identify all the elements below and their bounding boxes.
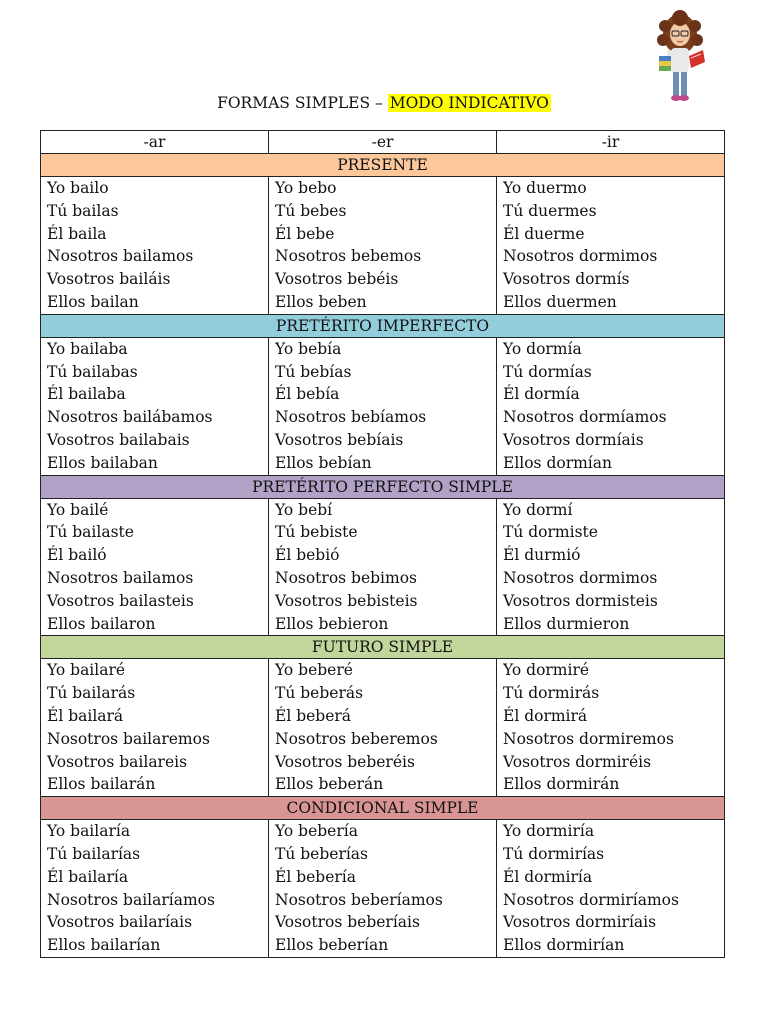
forms-cell-ar: [41, 337, 269, 475]
verb-form: Yo bebía: [275, 339, 342, 358]
verb-form: Yo beberé: [275, 661, 353, 680]
verb-form: Vosotros bebisteis: [275, 591, 418, 610]
column-header-er: -er: [269, 131, 497, 154]
verb-form: Ellos bebían: [275, 453, 372, 472]
title-highlight: MODO INDICATIVO: [389, 94, 549, 112]
verb-form: Ellos bailarían: [47, 936, 161, 955]
verb-form: Tú beberías: [275, 844, 368, 863]
forms-cell-ir: [497, 498, 725, 636]
verb-form: Ellos dormirán: [503, 775, 620, 794]
forms-row: [41, 820, 725, 958]
verb-form: Yo bailaría: [47, 822, 131, 841]
verb-form: Vosotros dormiréis: [503, 752, 652, 771]
verb-form: Tú bailarías: [47, 844, 141, 863]
verb-form: Tú dormías: [503, 362, 592, 381]
forms-cell-ir: [497, 659, 725, 797]
verb-form: Nosotros dormiremos: [503, 729, 674, 748]
verb-form: Tú bailas: [47, 201, 119, 220]
verb-form: Él bebió: [275, 546, 340, 565]
verb-form: Yo dormía: [503, 339, 582, 358]
teacher-avatar-icon: [643, 10, 721, 104]
verb-form: Nosotros bailamos: [47, 568, 194, 587]
verb-form: Tú bailabas: [47, 362, 138, 381]
verb-form: Tú dormirás: [503, 684, 600, 703]
section-header-row: [41, 797, 725, 820]
verb-form: Tú bebías: [275, 362, 352, 381]
conjugation-table: [40, 130, 725, 958]
verb-form: Nosotros bebíamos: [275, 408, 427, 427]
verb-form: Yo dormiría: [503, 822, 595, 841]
verb-form: Vosotros bailaríais: [47, 913, 193, 932]
verb-form: Él dormiría: [503, 867, 593, 886]
verb-form: Él bailaba: [47, 385, 126, 404]
forms-cell-er: [269, 337, 497, 475]
verb-form: Ellos bailarán: [47, 775, 156, 794]
verb-form: Nosotros dormimos: [503, 247, 658, 266]
verb-form: Él durmió: [503, 546, 581, 565]
verb-form: Yo bailaré: [47, 661, 126, 680]
verb-form: Vosotros bailareis: [47, 752, 188, 771]
verb-form: Yo bebí: [275, 500, 333, 519]
verb-form: Nosotros bebimos: [275, 568, 417, 587]
verb-form: Tú bebes: [275, 201, 347, 220]
forms-cell-er: [269, 820, 497, 958]
verb-form: Vosotros beberéis: [275, 752, 415, 771]
forms-cell-er: [269, 177, 497, 315]
section-title: CONDICIONAL SIMPLE: [41, 797, 725, 820]
verb-form: Vosotros bailabais: [47, 430, 190, 449]
verb-form: Él bailaría: [47, 867, 129, 886]
verb-form: Tú dormiste: [503, 523, 598, 542]
verb-form: Él bebía: [275, 385, 340, 404]
verb-form: Ellos bailaron: [47, 614, 156, 633]
verb-form: Ellos beberían: [275, 936, 389, 955]
section-title: PRETÉRITO IMPERFECTO: [41, 314, 725, 337]
verb-form: Ellos dormirían: [503, 936, 625, 955]
verb-form: Él bebe: [275, 224, 335, 243]
verb-form: Nosotros beberemos: [275, 729, 438, 748]
forms-cell-er: [269, 659, 497, 797]
verb-form: Nosotros dormiríamos: [503, 890, 679, 909]
verb-form: Yo dormí: [503, 500, 573, 519]
verb-form: Tú beberás: [275, 684, 364, 703]
verb-form: Nosotros beberíamos: [275, 890, 443, 909]
forms-row: [41, 498, 725, 636]
section-header-row: [41, 314, 725, 337]
forms-cell-ar: [41, 498, 269, 636]
verb-form: Vosotros dormíais: [503, 430, 644, 449]
verb-form: Tú bailaste: [47, 523, 134, 542]
verb-form: Nosotros bailaríamos: [47, 890, 215, 909]
section-title: FUTURO SIMPLE: [41, 636, 725, 659]
conjugation-table-body: [41, 131, 725, 958]
section-title: PRETÉRITO PERFECTO SIMPLE: [41, 475, 725, 498]
verb-form: Ellos bebieron: [275, 614, 389, 633]
verb-form: Ellos beberán: [275, 775, 384, 794]
verb-form: Vosotros bailasteis: [47, 591, 194, 610]
verb-form: Ellos bailan: [47, 292, 139, 311]
verb-form: Tú bailarás: [47, 684, 136, 703]
verb-form: Vosotros dormís: [503, 270, 630, 289]
forms-cell-ir: [497, 820, 725, 958]
verb-form: Nosotros bailábamos: [47, 408, 213, 427]
verb-form: Él bailará: [47, 706, 124, 725]
verb-form: Vosotros bebíais: [275, 430, 404, 449]
forms-row: [41, 659, 725, 797]
verb-form: Nosotros bailamos: [47, 247, 194, 266]
verb-form: Vosotros dormisteis: [503, 591, 658, 610]
verb-form: Nosotros bailaremos: [47, 729, 210, 748]
verb-form: Nosotros bebemos: [275, 247, 422, 266]
forms-row: [41, 337, 725, 475]
verb-form: Vosotros dormiríais: [503, 913, 657, 932]
verb-form: Tú dormirías: [503, 844, 605, 863]
forms-cell-ir: [497, 177, 725, 315]
verb-form: Ellos bailaban: [47, 453, 158, 472]
verb-form: Él dormía: [503, 385, 580, 404]
verb-form: Él baila: [47, 224, 107, 243]
forms-cell-ir: [497, 337, 725, 475]
column-header-row: [41, 131, 725, 154]
verb-form: Él duerme: [503, 224, 585, 243]
verb-form: Yo duermo: [503, 179, 587, 197]
verb-form: Ellos dormían: [503, 453, 612, 472]
forms-row: [41, 177, 725, 315]
verb-form: Ellos durmieron: [503, 614, 630, 633]
verb-form: Yo dormiré: [503, 661, 590, 680]
title-prefix: FORMAS SIMPLES –: [217, 94, 388, 112]
verb-form: Vosotros beberíais: [275, 913, 420, 932]
section-header-row: [41, 475, 725, 498]
section-header-row: [41, 154, 725, 177]
verb-form: Yo bebo: [275, 179, 337, 197]
verb-form: Yo bailé: [47, 500, 109, 519]
verb-form: Nosotros dormimos: [503, 568, 658, 587]
forms-cell-ar: [41, 820, 269, 958]
column-header-ir: -ir: [497, 131, 725, 154]
verb-form: Yo bailaba: [47, 339, 128, 358]
page-title: [0, 92, 768, 114]
verb-form: Él dormirá: [503, 706, 588, 725]
verb-form: Yo bailo: [47, 179, 109, 197]
verb-form: Vosotros bailáis: [47, 270, 171, 289]
verb-form: Tú duermes: [503, 201, 597, 220]
verb-form: Yo bebería: [275, 822, 358, 841]
verb-form: Vosotros bebéis: [275, 270, 399, 289]
section-title: PRESENTE: [41, 154, 725, 177]
forms-cell-ar: [41, 177, 269, 315]
verb-form: Ellos duermen: [503, 292, 617, 311]
column-header-ar: -ar: [41, 131, 269, 154]
verb-form: Él bailó: [47, 546, 107, 565]
section-header-row: [41, 636, 725, 659]
verb-form: Él beberá: [275, 706, 352, 725]
verb-form: Tú bebiste: [275, 523, 358, 542]
verb-form: Ellos beben: [275, 292, 367, 311]
forms-cell-ar: [41, 659, 269, 797]
forms-cell-er: [269, 498, 497, 636]
verb-form: Él bebería: [275, 867, 356, 886]
verb-form: Nosotros dormíamos: [503, 408, 667, 427]
